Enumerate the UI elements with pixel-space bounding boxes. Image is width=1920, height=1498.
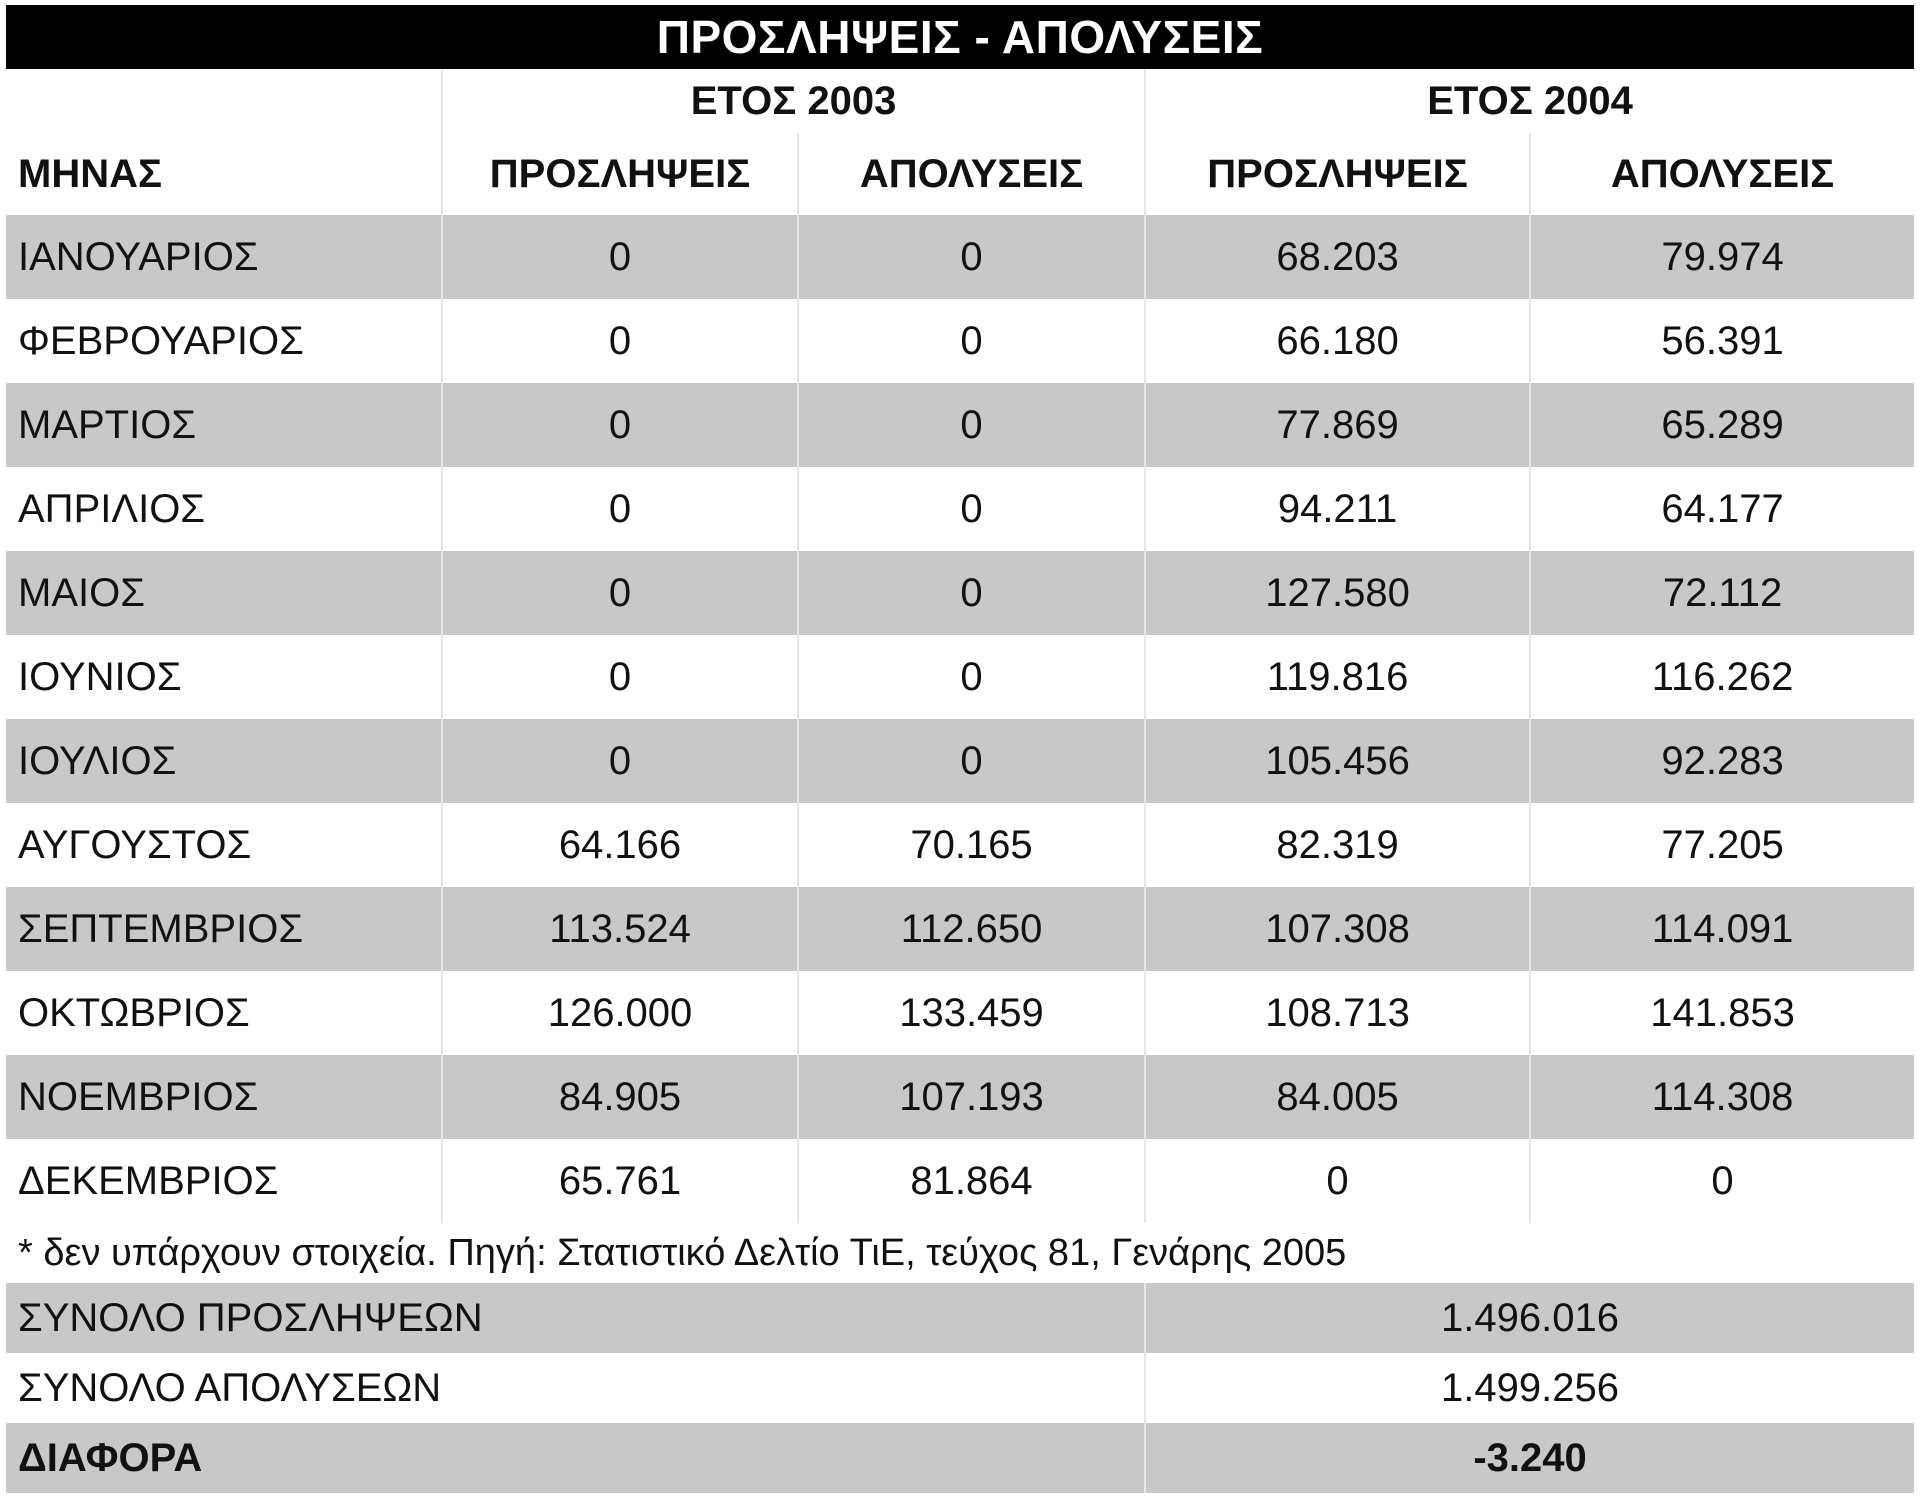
hires-2004-cell: 119.816 (1145, 635, 1530, 719)
source-note-row (6, 1223, 1914, 1283)
hires-2003-cell: 113.524 (442, 887, 798, 971)
layoffs-2003-cell: 0 (798, 299, 1145, 383)
hires-2004-cell: 68.203 (1145, 215, 1530, 299)
layoffs-2003-cell: 0 (798, 215, 1145, 299)
table-row (6, 1055, 1914, 1139)
month-cell: ΑΠΡΙΛΙΟΣ (6, 467, 442, 551)
hires-2004-cell: 84.005 (1145, 1055, 1530, 1139)
year-2003-header: ΕΤΟΣ 2003 (442, 69, 1145, 133)
month-cell: ΟΚΤΩΒΡΙΟΣ (6, 971, 442, 1055)
hires-2003-cell: 0 (442, 719, 798, 803)
total-hires-row (6, 1283, 1914, 1353)
table-row (6, 719, 1914, 803)
layoffs-2003-cell: 107.193 (798, 1055, 1145, 1139)
hires-2004-cell: 94.211 (1145, 467, 1530, 551)
source-note: * δεν υπάρχουν στοιχεία. Πηγή: Στατιστικό Δελτίο ΤιΕ, τεύχος 81, Γενάρης 2005 (18, 1231, 1347, 1274)
hires-2003-cell: 0 (442, 299, 798, 383)
month-cell: ΦΕΒΡΟΥΑΡΙΟΣ (6, 299, 442, 383)
table-row (6, 1139, 1914, 1223)
month-cell: ΙΟΥΝΙΟΣ (6, 635, 442, 719)
hires-2004-cell: 0 (1145, 1139, 1530, 1223)
layoffs-2004-column-header: ΑΠΟΛΥΣΕΙΣ (1610, 151, 1835, 196)
hires-2003-cell: 84.905 (442, 1055, 798, 1139)
total-hires-value: 1.496.016 (1145, 1283, 1914, 1353)
difference-value: -3.240 (1145, 1423, 1914, 1493)
total-layoffs-label: ΣΥΝΟΛΟ ΑΠΟΛΥΣΕΩΝ (6, 1353, 1145, 1423)
hires-2003-cell: 0 (442, 383, 798, 467)
blank-cell (6, 69, 442, 133)
layoffs-2004-cell: 56.391 (1661, 318, 1784, 363)
layoffs-2004-cell: 114.091 (1530, 887, 1914, 971)
hires-2003-cell: 0 (442, 215, 798, 299)
layoffs-2004-cell: 77.205 (1661, 822, 1784, 867)
total-hires-label: ΣΥΝΟΛΟ ΠΡΟΣΛΗΨΕΩΝ (6, 1283, 1145, 1353)
year-header-row (6, 69, 1914, 133)
table-row (6, 887, 1914, 971)
table-row (6, 299, 1914, 383)
hires-2004-cell: 77.869 (1145, 383, 1530, 467)
total-layoffs-value: 1.499.256 (1441, 1365, 1619, 1410)
table-row (6, 971, 1914, 1055)
year-2004-header: ΕΤΟΣ 2004 (1427, 78, 1633, 123)
layoffs-2004-cell: 64.177 (1661, 486, 1784, 531)
layoffs-2003-cell: 81.864 (798, 1139, 1145, 1223)
hires-2003-column-header: ΠΡΟΣΛΗΨΕΙΣ (442, 133, 798, 215)
difference-label: ΔΙΑΦΟΡΑ (6, 1423, 1145, 1493)
table-row (6, 383, 1914, 467)
month-cell: ΙΟΥΛΙΟΣ (6, 719, 442, 803)
month-column-header: ΜΗΝΑΣ (6, 133, 442, 215)
layoffs-2003-cell: 0 (798, 635, 1145, 719)
layoffs-2003-cell: 0 (798, 719, 1145, 803)
column-header-row (6, 133, 1914, 215)
layoffs-2003-cell: 133.459 (798, 971, 1145, 1055)
layoffs-2004-cell: 92.283 (1530, 719, 1914, 803)
table-row (6, 467, 1914, 551)
layoffs-2003-cell: 70.165 (798, 803, 1145, 887)
hires-2003-cell: 64.166 (442, 803, 798, 887)
hires-2003-cell: 0 (442, 551, 798, 635)
hires-2003-cell: 0 (442, 467, 798, 551)
layoffs-2003-column-header: ΑΠΟΛΥΣΕΙΣ (798, 133, 1145, 215)
layoffs-2003-cell: 112.650 (798, 887, 1145, 971)
layoffs-2004-cell: 0 (1711, 1158, 1734, 1203)
total-layoffs-row (6, 1353, 1914, 1423)
difference-row (6, 1423, 1914, 1493)
month-cell: ΑΥΓΟΥΣΤΟΣ (6, 803, 442, 887)
layoffs-2004-cell: 141.853 (1650, 990, 1795, 1035)
layoffs-2003-cell: 0 (798, 467, 1145, 551)
table-title: ΠΡΟΣΛΗΨΕΙΣ - ΑΠΟΛΥΣΕΙΣ (6, 5, 1914, 69)
table-row (6, 215, 1914, 299)
month-cell: ΝΟΕΜΒΡΙΟΣ (6, 1055, 442, 1139)
hires-2004-cell: 66.180 (1145, 299, 1530, 383)
month-cell: ΔΕΚΕΜΒΡΙΟΣ (6, 1139, 442, 1223)
month-cell: ΜΑΡΤΙΟΣ (6, 383, 442, 467)
hires-2003-cell: 126.000 (442, 971, 798, 1055)
table-row (6, 803, 1914, 887)
layoffs-2003-cell: 0 (798, 551, 1145, 635)
hires-2004-cell: 82.319 (1145, 803, 1530, 887)
layoffs-2003-cell: 0 (798, 383, 1145, 467)
table-row (6, 635, 1914, 719)
layoffs-2004-cell: 116.262 (1651, 654, 1794, 699)
hires-2004-cell: 105.456 (1145, 719, 1530, 803)
hires-2003-cell: 65.761 (442, 1139, 798, 1223)
hires-2003-cell: 0 (442, 635, 798, 719)
table-row (6, 551, 1914, 635)
layoffs-2004-cell: 65.289 (1530, 383, 1914, 467)
layoffs-2004-cell: 114.308 (1530, 1055, 1914, 1139)
month-cell: ΣΕΠΤΕΜΒΡΙΟΣ (6, 887, 442, 971)
hires-layoffs-table (6, 5, 1914, 1493)
hires-2004-cell: 107.308 (1145, 887, 1530, 971)
hires-2004-column-header: ΠΡΟΣΛΗΨΕΙΣ (1145, 133, 1530, 215)
month-cell: ΙΑΝΟΥΑΡΙΟΣ (6, 215, 442, 299)
layoffs-2004-cell: 72.112 (1530, 551, 1914, 635)
month-cell: ΜΑΙΟΣ (6, 551, 442, 635)
data-grid (6, 69, 1914, 1493)
hires-2004-cell: 108.713 (1145, 971, 1530, 1055)
layoffs-2004-cell: 79.974 (1530, 215, 1914, 299)
hires-2004-cell: 127.580 (1145, 551, 1530, 635)
